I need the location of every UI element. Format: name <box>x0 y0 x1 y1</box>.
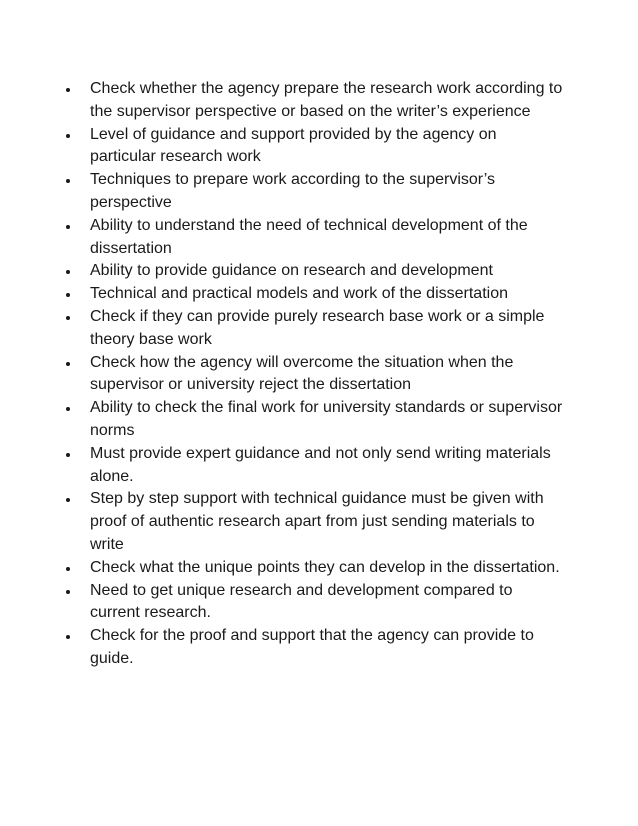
bullet-icon <box>66 567 70 571</box>
list-item-text: Check if they can provide purely research base work or a simple theory base work <box>90 307 545 348</box>
list-item <box>64 557 564 580</box>
bullet-icon <box>66 225 70 229</box>
bullet-icon <box>66 498 70 502</box>
list-item-text: Check how the agency will overcome the situation when the supervisor or university reject the dissertation <box>90 353 514 394</box>
list-item-text: Step by step support with technical guidance must be given with proof of authentic research apart from just sending materials to write <box>90 490 544 553</box>
list-item <box>64 488 564 556</box>
list-item <box>64 443 564 489</box>
bullet-icon <box>66 293 70 297</box>
list-item-text: Ability to check the final work for university standards or supervisor norms <box>90 399 563 439</box>
bullet-icon <box>66 134 70 138</box>
list-item <box>64 260 564 283</box>
list-item-text: Need to get unique research and development compared to current research. <box>90 581 513 622</box>
list-item-text: Check what the unique points they can develop in the dissertation. <box>90 558 560 576</box>
list-item-text: Ability to provide guidance on research and development <box>90 262 493 280</box>
list-item-text: Ability to understand the need of technical development of the dissertation <box>90 216 528 257</box>
list-item <box>64 397 564 443</box>
list-item <box>64 352 564 398</box>
list-item <box>64 306 564 352</box>
bullet-icon <box>66 270 70 274</box>
list-item <box>64 215 564 261</box>
list-item-text: Must provide expert guidance and not only send writing materials alone. <box>90 444 551 485</box>
bullet-icon <box>66 316 70 320</box>
bullet-icon <box>66 453 70 457</box>
list-item <box>64 169 564 215</box>
bullet-icon <box>66 407 70 411</box>
list-item <box>64 124 564 170</box>
list-item-text: Techniques to prepare work according to the supervisor’s perspective <box>90 171 495 211</box>
list-item <box>64 625 564 671</box>
list-item <box>64 78 564 124</box>
bullet-icon <box>66 179 70 183</box>
bullet-icon <box>66 635 70 639</box>
bullet-list <box>64 78 564 671</box>
list-item-text: Technical and practical models and work of the dissertation <box>90 285 508 303</box>
bullet-icon <box>66 590 70 594</box>
list-item <box>64 580 564 626</box>
bullet-icon <box>66 362 70 366</box>
list-item-text: Check for the proof and support that the agency can provide to guide. <box>90 627 534 667</box>
list-item-text: Level of guidance and support provided by the agency on particular research work <box>90 125 497 166</box>
bullet-icon <box>66 88 70 92</box>
list-item <box>64 283 564 306</box>
list-item-text: Check whether the agency prepare the research work according to the supervisor perspective or based on the writer’s experience <box>90 80 563 120</box>
